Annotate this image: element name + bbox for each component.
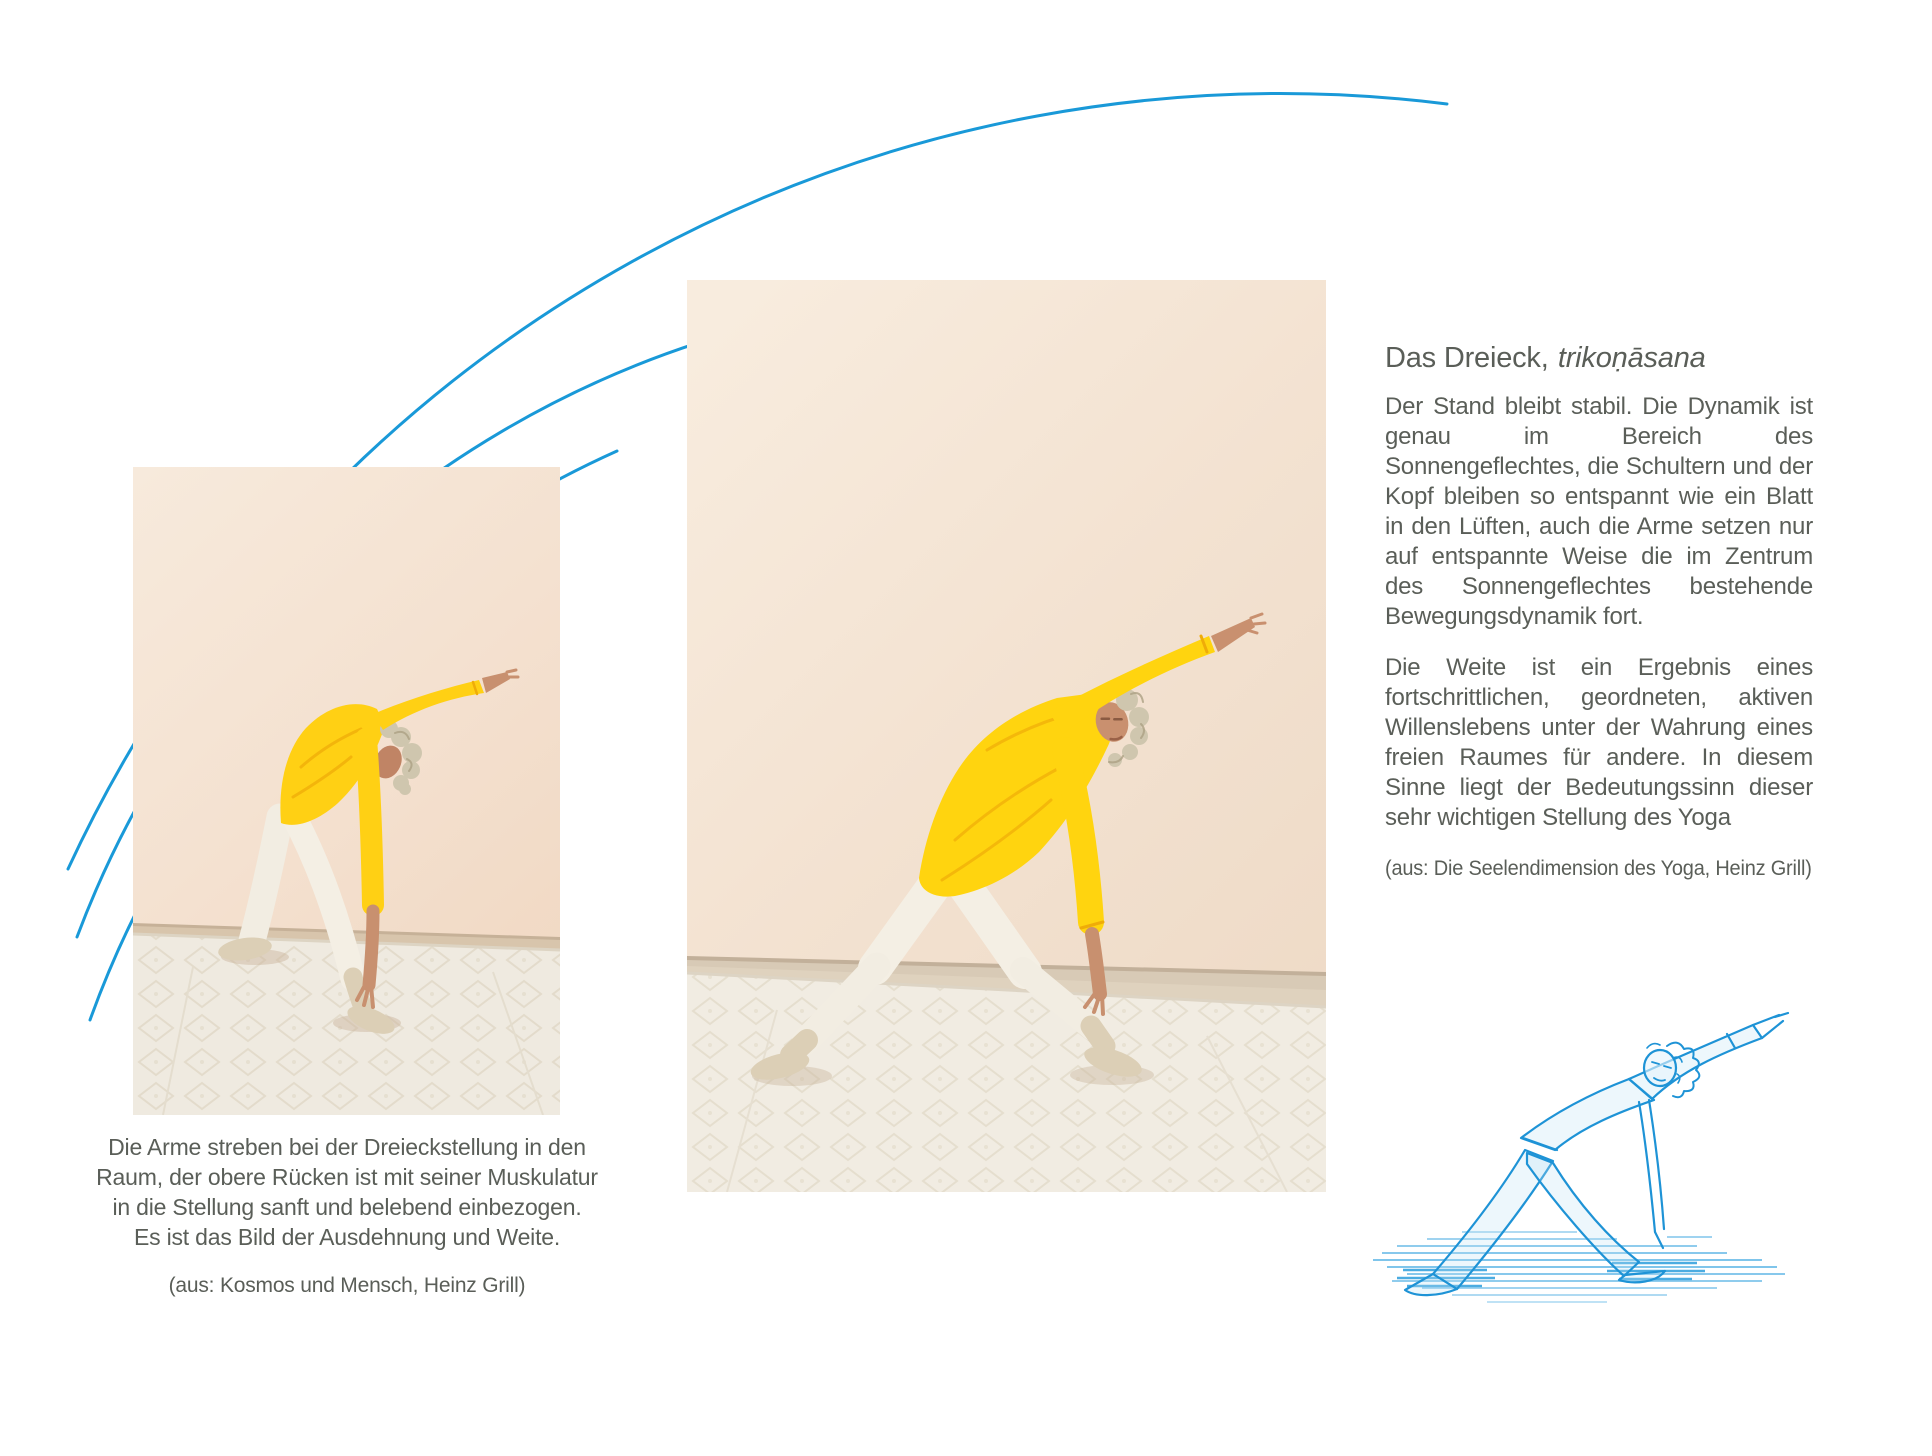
caption-line: Es ist das Bild der Ausdehnung und Weite. [133, 1224, 561, 1250]
photo-triangle-pose [687, 280, 1326, 1192]
pose-heading-german: Das Dreieck, [1385, 342, 1549, 374]
triangle-pose-sketch [1367, 1008, 1790, 1310]
photo-large-illustration [687, 280, 1326, 1192]
description-column [1385, 341, 1813, 884]
left-photo-caption [77, 1132, 617, 1301]
caption-line: in die Stellung sanft und belebend einbezogen. [112, 1194, 582, 1220]
photo-small-illustration [133, 467, 560, 1115]
description-paragraph-2: Die Weite ist ein Ergebnis eines fortschrittlichen, geordneten, aktiven Willenslebens unter der Wahrung eines freien Raumes für andere. In diesem Sinne liegt der Bedeutungssinn dieser sehr wichtigen Stellung des Yoga [1385, 654, 1813, 831]
description-source: (aus: Die Seelendimension des Yoga, Heinz Grill) [1385, 857, 1812, 880]
caption-source: (aus: Kosmos und Mensch, Heinz Grill) [168, 1274, 526, 1297]
pose-heading-sanskrit: trikoṇāsana [1557, 342, 1706, 374]
caption-line: Die Arme streben bei der Dreieckstellung in den [108, 1134, 586, 1160]
pose-heading [1385, 341, 1813, 375]
photo-triangle-prep [133, 467, 560, 1115]
caption-line: Raum, der obere Rücken ist mit seiner Muskulatur [96, 1164, 598, 1190]
description-paragraph-1: Der Stand bleibt stabil. Die Dynamik ist genau im Bereich des Sonnengeflechtes, die Schultern und der Kopf bleiben so entspannt wie ein Blatt in den Lüften, auch die Arme setzen nur auf entspannte Weise die im Zentrum des Sonnengeflechtes bestehende Bewegungsdynamik fort. [1385, 393, 1813, 630]
